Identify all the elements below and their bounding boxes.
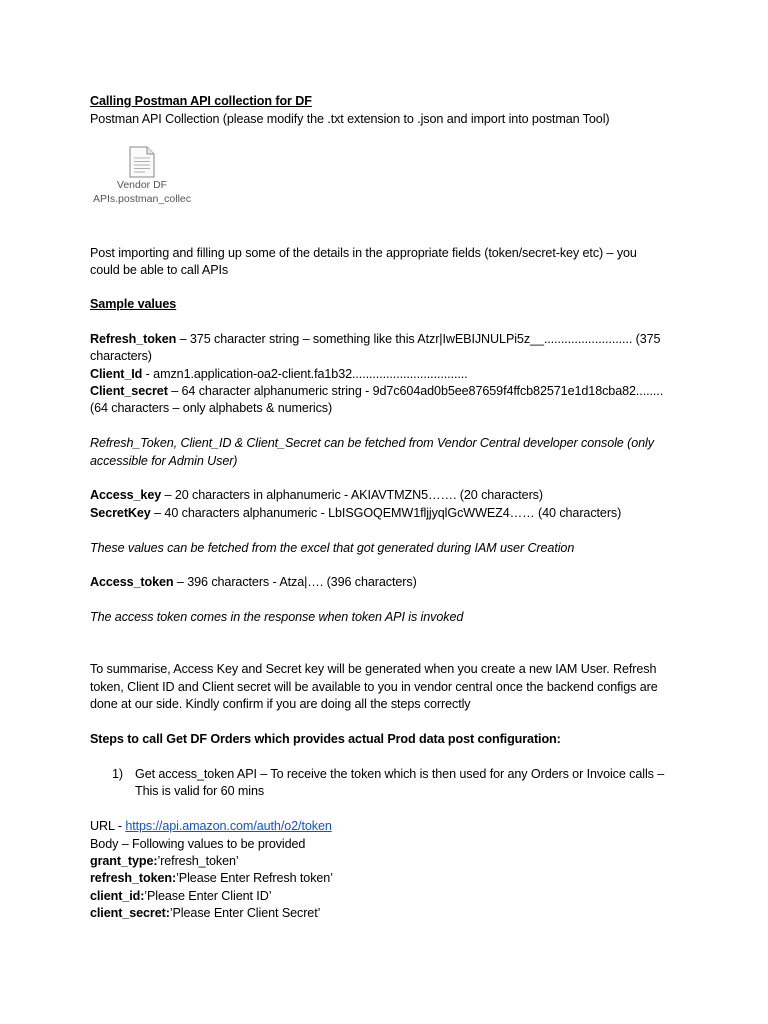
param-value: ’Please Enter Client Secret’ xyxy=(169,906,321,920)
param-refresh-token xyxy=(90,870,333,887)
access-token-key: Access_token xyxy=(90,575,174,589)
access-token-text: – 396 characters - Atza|…. (396 characters) xyxy=(173,575,417,589)
summary-line2: token, Client ID and Client secret will be available to you in vendor central once the backend configs are xyxy=(90,680,658,694)
post-import-line1: Post importing and filling up some of the details in the appropriate fields (token/secret-key etc) – you xyxy=(90,246,637,260)
step1-line2: This is valid for 60 mins xyxy=(135,784,265,798)
step1-line1: Get access_token API – To receive the token which is then used for any Orders or Invoice calls – xyxy=(135,767,665,781)
summary-line1: To summarise, Access Key and Secret key will be generated when you create a new IAM User. Refresh xyxy=(90,662,657,676)
param-client-id xyxy=(90,888,271,905)
client-secret-text: – 64 character alphanumeric string - 9d7c604ad0b5ee87659f4ffcb82571e1d18cba82........ xyxy=(167,384,664,398)
param-grant-type xyxy=(90,853,239,870)
param-key: grant_type: xyxy=(90,854,158,868)
secret-key-line xyxy=(90,505,621,522)
token-url-link[interactable]: https://api.amazon.com/auth/o2/token xyxy=(125,819,332,833)
refresh-token-text: – 375 character string – something like this Atzr|IwEBIJNULPi5z__.......................... (375 xyxy=(176,332,661,346)
summary-line3: done at our side. Kindly confirm if you are doing all the steps correctly xyxy=(90,697,471,711)
token-note: The access token comes in the response when token API is invoked xyxy=(90,610,464,624)
client-id-line xyxy=(90,366,468,383)
client-id-text: - amzn1.application-oa2-client.fa1b32.................................. xyxy=(142,367,468,381)
access-key-text: – 20 characters in alphanumeric - AKIAVTMZN5……. (20 characters) xyxy=(161,488,543,502)
refresh-token-cont: characters) xyxy=(90,349,152,363)
attachment-name-line2: APIs.postman_collec xyxy=(92,193,192,205)
param-value: ’Please Enter Client ID’ xyxy=(144,889,272,903)
client-secret-line xyxy=(90,383,663,400)
param-value: ’Please Enter Refresh token’ xyxy=(176,871,333,885)
document-icon xyxy=(90,146,194,178)
param-key: client_secret: xyxy=(90,906,170,920)
sample-values-heading: Sample values xyxy=(90,297,177,311)
param-key: refresh_token: xyxy=(90,871,177,885)
access-token-line xyxy=(90,574,417,591)
attachment-name-line1: Vendor DF xyxy=(116,179,168,191)
param-client-secret xyxy=(90,905,320,922)
post-import-line2: could be able to call APIs xyxy=(90,263,229,277)
fetch-note-line1: Refresh_Token, Client_ID & Client_Secret can be fetched from Vendor Central developer console (only xyxy=(90,436,654,450)
refresh-token-key: Refresh_token xyxy=(90,332,177,346)
client-secret-key: Client_secret xyxy=(90,384,168,398)
fetch-note-line2: accessible for Admin User) xyxy=(90,454,238,468)
steps-heading: Steps to call Get DF Orders which provides actual Prod data post configuration: xyxy=(90,732,561,746)
excel-note: These values can be fetched from the excel that got generated during IAM user Creation xyxy=(90,541,575,555)
secret-key-key: SecretKey xyxy=(90,506,151,520)
param-value: ’refresh_token’ xyxy=(157,854,239,868)
refresh-token-line xyxy=(90,331,660,348)
param-key: client_id: xyxy=(90,889,145,903)
attachment[interactable] xyxy=(90,146,194,206)
secret-key-text: – 40 characters alphanumeric - LbISGOQEMW1fljjyqlGcWWEZ4…… (40 characters) xyxy=(150,506,622,520)
intro-line: Postman API Collection (please modify the .txt extension to .json and import into postman Tool) xyxy=(90,112,610,126)
body-line: Body – Following values to be provided xyxy=(90,837,306,851)
access-key-key: Access_key xyxy=(90,488,162,502)
url-line xyxy=(90,818,332,835)
access-key-line xyxy=(90,487,543,504)
client-secret-cont: (64 characters – only alphabets & numerics) xyxy=(90,401,333,415)
url-label: URL - xyxy=(90,819,126,833)
step1-number: 1) xyxy=(112,767,123,781)
client-id-key: Client_Id xyxy=(90,367,143,381)
document-heading: Calling Postman API collection for DF xyxy=(90,94,312,108)
